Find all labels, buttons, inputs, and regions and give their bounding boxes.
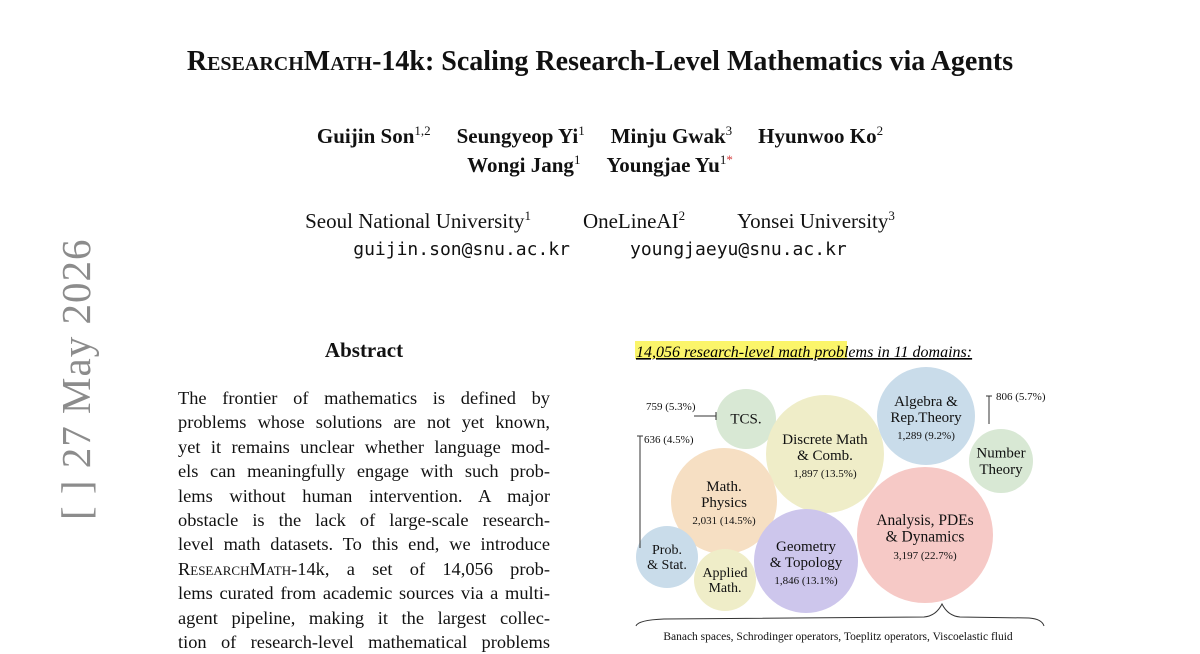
bubble-applied xyxy=(694,549,756,611)
abstract-heading: Abstract xyxy=(324,338,404,362)
abstract-line: level math datasets. To this end, we introduce xyxy=(178,534,550,555)
bubble-label: Physics xyxy=(701,495,747,512)
abstract-dataset-name: ResearchMath xyxy=(178,558,292,579)
abstract-line: The frontier of mathematics is defined by xyxy=(178,388,550,408)
bubble-label: Theory xyxy=(979,461,1023,478)
bubble-count: 1,289 (9.2%) xyxy=(897,429,955,442)
bubble-algebra xyxy=(877,367,975,465)
abstract-line: tion of research-level mathematical problems xyxy=(178,631,550,652)
affiliation: Seoul National University$^1$ xyxy=(305,208,531,233)
affiliation: Yonsei University$^3$ xyxy=(737,208,895,233)
bubble-label: & Comb. xyxy=(797,448,853,465)
count-label-tcs: 759 (5.3%) xyxy=(646,401,696,413)
author: Hyunwoo Ko$^2$ xyxy=(758,123,884,148)
count-bracket-prob xyxy=(637,436,643,548)
authors-row-2 xyxy=(0,152,1200,178)
domain-bubble-figure xyxy=(624,336,1054,648)
count-label-number: 806 (5.7%) xyxy=(996,391,1046,403)
abstract-line: ResearchMath-14k, a set of 14,056 prob- xyxy=(178,558,550,579)
bubble-label: Discrete Math xyxy=(782,431,868,448)
paper-title xyxy=(0,46,1200,78)
author: Minju Gwak$^3$ xyxy=(610,123,733,148)
bubble-label: Analysis, PDEs xyxy=(876,511,974,529)
email: youngjaeyu@snu.ac.kr xyxy=(630,239,847,260)
bottom-topics-text: Banach spaces, Schrodinger operators, Toeplitz operators, Viscoelastic fluid xyxy=(663,631,1013,643)
abstract-line: problems whose solutions are not yet known, xyxy=(178,412,550,433)
abstract-line: obstacle is the lack of large-scale research- xyxy=(178,509,550,530)
bubble-count: 1,897 (13.5%) xyxy=(793,467,857,480)
bubble-label: Applied xyxy=(702,565,748,581)
bubble-number xyxy=(969,429,1033,493)
bubble-label: & Stat. xyxy=(647,557,687,573)
caption: 14,056 research-level math problems in 11 domains: xyxy=(636,344,973,361)
bubble-discrete xyxy=(766,395,884,513)
abstract-line: els can meaningfully engage with such prob- xyxy=(178,461,550,482)
authors-row-1 xyxy=(0,123,1200,149)
bubble-label: Geometry xyxy=(776,538,836,555)
title-dataset-name: ResearchMath xyxy=(186,46,373,77)
count-bracket-tcs xyxy=(694,412,716,420)
bubble-label: & Topology xyxy=(769,555,843,572)
bubble-analysis xyxy=(857,467,993,603)
affiliation: OneLineAI$^2$ xyxy=(582,208,686,233)
count-label-prob: 636 (4.5%) xyxy=(644,434,694,446)
bubble-label: TCS. xyxy=(730,411,762,428)
bubble-geometry xyxy=(754,509,858,613)
count-bracket-number xyxy=(986,396,992,424)
author: Guijin Son$^{1,2}$ xyxy=(316,123,431,148)
bubble-count: 3,197 (22.7%) xyxy=(893,549,957,562)
abstract-line: lems curated from academic sources via a multi- xyxy=(178,583,550,604)
corresponding-author-mark: * xyxy=(726,152,733,167)
bubble-label: Math. xyxy=(708,580,742,596)
abstract-line: yet it remains unclear whether language mod- xyxy=(178,436,550,457)
emails xyxy=(0,239,1200,260)
affiliations xyxy=(0,208,1200,234)
bubble-label: & Dynamics xyxy=(885,528,965,546)
bubble-label: Number xyxy=(976,445,1026,462)
bubble-prob xyxy=(636,526,698,588)
bottom-brace xyxy=(636,604,1044,626)
bubble-count: 2,031 (14.5%) xyxy=(692,514,756,527)
email: guijin.son@snu.ac.kr xyxy=(353,239,570,260)
author: Youngjae $Yu^{1*}$ xyxy=(606,152,733,177)
abstract-line: lems without human intervention. A major xyxy=(178,485,550,506)
abstract-body xyxy=(178,386,550,654)
title-rest: -14k: Scaling Research-Level Mathematics via Agents xyxy=(372,46,1014,77)
abstract-line: agent pipeline, making it the largest collec- xyxy=(178,607,550,628)
bubble-chart xyxy=(624,336,1054,648)
author: Wongi Jang$^1$ xyxy=(467,152,581,177)
author: Seungyeop Yi$^1$ xyxy=(456,123,585,148)
bubble-tcs xyxy=(716,389,776,449)
arxiv-side-stamp: [ ] 27 May 2026 xyxy=(53,238,99,520)
bubble-label: Prob. xyxy=(652,542,682,558)
bubble-count: 1,846 (13.1%) xyxy=(774,574,838,587)
bubble-label: Math. xyxy=(706,478,742,495)
bubble-label: Algebra & xyxy=(894,393,958,410)
bubble-label: Rep.Theory xyxy=(890,410,962,427)
